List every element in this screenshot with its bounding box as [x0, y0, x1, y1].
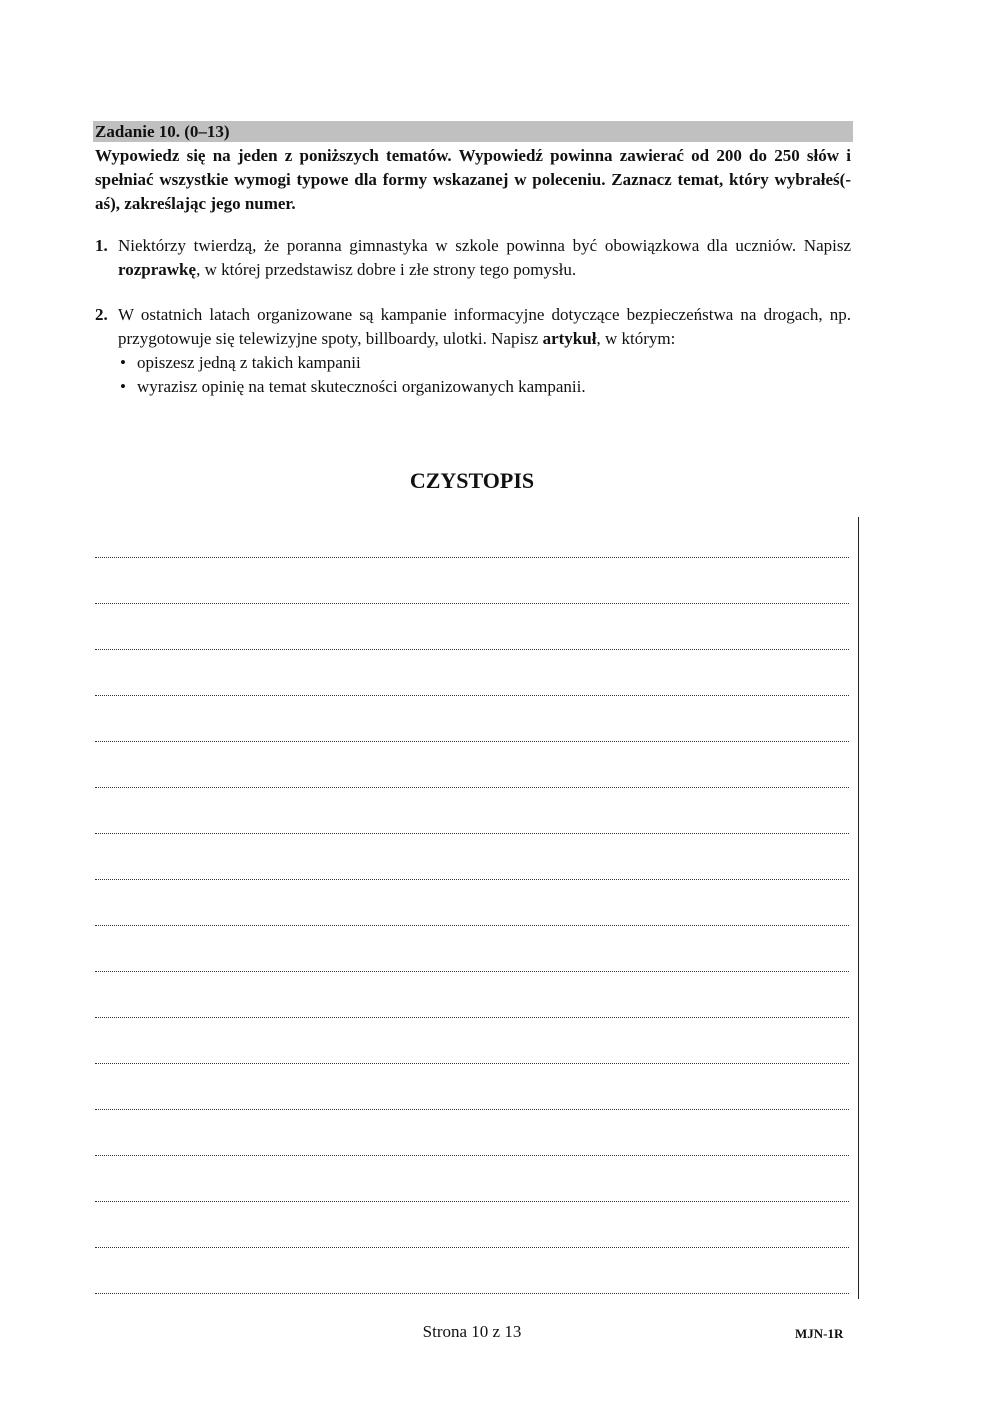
topic-number: 2.: [95, 305, 108, 324]
writing-line[interactable]: [95, 1072, 849, 1118]
writing-line[interactable]: [95, 704, 849, 750]
writing-area[interactable]: [95, 520, 849, 1302]
topic-text-part: W ostatnich latach organizowane są kampanie informacyjne dotyczące bezpieczeństwa na drogach, np. przygotowuje się telewizyjne spoty, billboardy, ulotki. Napisz: [118, 305, 851, 348]
topic-text-part: Niektórzy twierdzą, że poranna gimnastyka w szkole powinna być obowiązkowa dla uczniów. Napisz: [118, 236, 851, 255]
writing-line[interactable]: [95, 1118, 849, 1164]
writing-line[interactable]: [95, 1256, 849, 1302]
margin-rule: [858, 517, 859, 1299]
topic-bullet-list: [118, 351, 851, 399]
section-title: CZYSTOPIS: [409, 468, 535, 493]
topic-number: 1.: [95, 236, 108, 255]
task-header: Zadanie 10. (0–13): [93, 121, 853, 142]
writing-line[interactable]: [95, 934, 849, 980]
writing-line[interactable]: [95, 980, 849, 1026]
writing-line[interactable]: [95, 612, 849, 658]
topic-text: [118, 234, 851, 282]
topic-form-keyword: artykuł: [542, 329, 597, 348]
writing-line[interactable]: [95, 750, 849, 796]
writing-line[interactable]: [95, 1026, 849, 1072]
bullet-item: • opiszesz jedną z takich kampanii: [118, 351, 851, 375]
topic-2[interactable]: [95, 303, 851, 399]
page-number: Strona 10 z 13: [422, 1322, 522, 1341]
writing-line[interactable]: [95, 1164, 849, 1210]
writing-line[interactable]: [95, 658, 849, 704]
topic-text: [118, 303, 851, 351]
writing-line[interactable]: [95, 520, 849, 566]
topic-text-part: , w którym:: [596, 329, 676, 348]
writing-line[interactable]: [95, 1210, 849, 1256]
topic-form-keyword: rozprawkę: [118, 260, 197, 279]
writing-line[interactable]: [95, 566, 849, 612]
task-instructions: Wypowiedz się na jeden z poniższych tematów. Wypowiedź powinna zawierać od 200 do 250 słów i spełniać wszystkie wymogi typowe dla formy wskazanej w poleceniu. Zaznacz temat, który wybrałeś(-aś), zakreślając jego numer.: [95, 146, 851, 213]
exam-code: MJN-1R: [795, 1326, 844, 1341]
topic-1[interactable]: [95, 234, 851, 282]
writing-line[interactable]: [95, 842, 849, 888]
bullet-item: • wyrazisz opinię na temat skuteczności organizowanych kampanii.: [118, 375, 851, 399]
writing-line[interactable]: [95, 888, 849, 934]
topic-text-part: , w której przedstawisz dobre i złe strony tego pomysłu.: [196, 260, 577, 279]
writing-line[interactable]: [95, 796, 849, 842]
